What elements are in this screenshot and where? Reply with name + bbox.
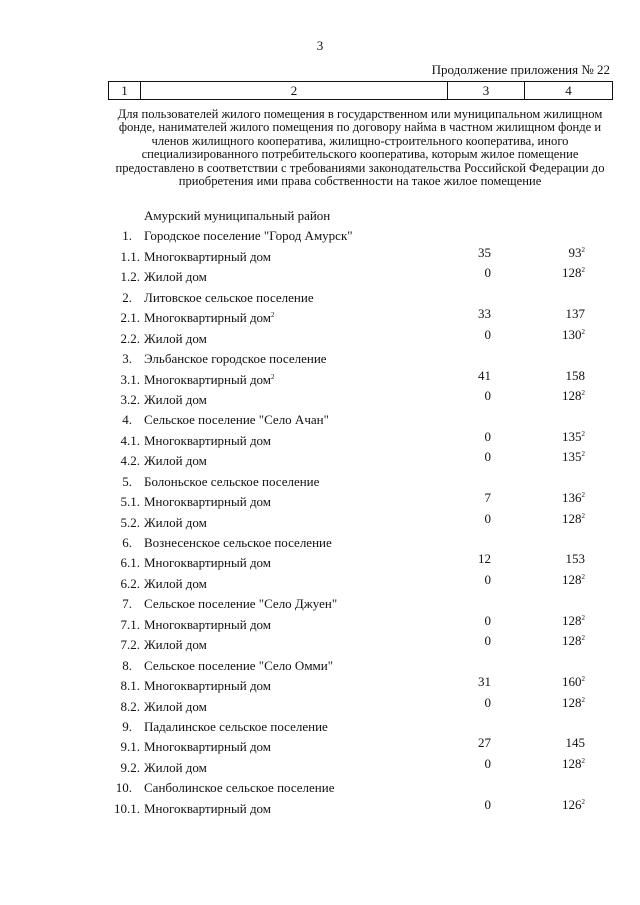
value-col3: 0: [484, 449, 491, 465]
row-number: 8.1.: [120, 678, 140, 694]
row-name: Сельское поселение "Село Ачан": [144, 412, 329, 428]
row-number: 7.2.: [120, 637, 140, 653]
row-number: 4.1.: [120, 432, 140, 448]
footnote-marker: 2: [271, 311, 275, 320]
row-name: Болоньское сельское поселение: [144, 473, 320, 489]
row-name: Вознесенское сельское поселение: [144, 535, 332, 550]
column-header-table: [108, 81, 613, 100]
row-number: 6.2.: [120, 575, 140, 591]
value-col4: $128^2$: [562, 755, 585, 771]
row-number: 2.1.: [120, 310, 140, 326]
row-name: Эльбанское городское поселение: [144, 351, 327, 367]
column-header: 1: [109, 82, 141, 100]
value-col4: $135^2$: [562, 449, 585, 465]
value-col3: 0: [484, 633, 491, 649]
row-name: Многоквартирный дом: [144, 494, 272, 510]
value-col4: $130^2$: [562, 326, 585, 342]
row-number: 3.: [122, 351, 132, 367]
row-name: Сельское поселение "Село Джуен": [144, 596, 338, 612]
footnote-marker: 2: [581, 266, 585, 275]
footnote-marker: 2: [581, 491, 585, 500]
column-header: 2: [141, 82, 448, 100]
row-number: 3.1.: [120, 371, 140, 387]
value-col4: $135^2$: [562, 428, 585, 444]
row-number: 4.: [122, 412, 132, 428]
value-col3: 41: [478, 367, 491, 383]
value-col4: 153: [565, 551, 585, 567]
row-number: 8.2.: [120, 698, 140, 714]
item-row: [100, 571, 620, 596]
row-number: 8.: [122, 657, 132, 673]
value-col4: $128^2$: [562, 571, 585, 587]
value-col4: $136^2$: [562, 490, 585, 506]
value-col4: $126^2$: [562, 796, 585, 812]
row-name: Жилой дом: [144, 330, 207, 346]
value-col3: 7: [484, 490, 491, 506]
row-name: Жилой дом: [144, 698, 207, 714]
column-header: 3: [448, 82, 525, 100]
footnote-marker: 2: [581, 511, 585, 520]
item-row: [100, 449, 620, 473]
row-number: 5.: [122, 473, 132, 489]
item-row: [100, 694, 620, 719]
column-header: 4: [525, 82, 613, 100]
continuation-note: Продолжение приложения № 22: [431, 62, 610, 77]
value-col3: 35: [478, 244, 491, 260]
footnote-marker: 2: [581, 695, 585, 704]
row-name: Многоквартирный дом: [144, 616, 272, 632]
row-name: Многоквартирный дом: [144, 739, 272, 755]
row-name: Жилой дом: [144, 391, 207, 407]
footnote-marker: 2: [581, 327, 585, 336]
value-col3: 0: [484, 612, 491, 628]
footnote-marker: 2: [271, 372, 275, 381]
value-col3: 27: [478, 735, 491, 751]
row-name: Многоквартирный дом$^2$: [144, 371, 275, 387]
row-number: 2.2.: [120, 330, 140, 346]
row-number: 7.1.: [120, 616, 140, 632]
value-col4: $93^2$: [568, 244, 585, 260]
row-number: 6.: [122, 535, 132, 550]
row-number: 5.1.: [120, 494, 140, 510]
value-col4: $128^2$: [562, 633, 585, 649]
value-col4: 145: [565, 735, 585, 751]
row-name: Амурский муниципальный район: [144, 208, 331, 223]
value-col3: 31: [478, 674, 491, 690]
footnote-marker: 2: [581, 572, 585, 581]
value-col3: 12: [478, 551, 491, 567]
row-number: 9.: [122, 718, 132, 734]
footnote-marker: 2: [581, 245, 585, 254]
row-number: 1.1.: [120, 248, 140, 264]
row-number: 9.2.: [120, 759, 140, 775]
row-name: Многоквартирный дом: [144, 432, 272, 448]
value-col3: 0: [484, 265, 491, 281]
value-col4: $128^2$: [562, 612, 585, 628]
item-row: [100, 387, 620, 412]
row-number: 10.1.: [114, 800, 140, 816]
footnote-marker: 2: [581, 388, 585, 397]
value-col3: 0: [484, 326, 491, 342]
value-col3: 0: [484, 387, 491, 403]
row-name: Санболинское сельское поселение: [144, 780, 335, 796]
tariff-rows: [100, 208, 620, 821]
value-col4: $128^2$: [562, 387, 585, 403]
value-col3: 0: [484, 694, 491, 710]
value-col3: 0: [484, 571, 491, 587]
row-number: 5.2.: [120, 514, 140, 530]
row-name: Многоквартирный дом: [144, 800, 272, 816]
row-name: Многоквартирный дом$^2$: [144, 310, 275, 326]
section-intro: Для пользователей жилого помещения в государственном или муниципальном жилищном фонде, нанимателей жилого помещения по договору найма в частном жилищном фонде и членов жилищного кооператива, жилищно-строительного кооператива, иного специализированного потребительского кооператива, которым жилое помещение предоставлено в соответствии с требованиями законодательства Российской Федерации до приобретения ими права собственности на такое жилое помещение: [115, 107, 605, 189]
value-col3: 0: [484, 755, 491, 771]
row-name: Жилой дом: [144, 759, 207, 775]
value-col3: 0: [484, 796, 491, 812]
footnote-marker: 2: [581, 613, 585, 622]
value-col3: 33: [478, 306, 491, 322]
row-number: 7.: [122, 596, 132, 612]
row-number: 3.2.: [120, 391, 140, 407]
value-col4: $160^2$: [562, 674, 585, 690]
row-number: 4.2.: [120, 453, 140, 469]
value-col4: $128^2$: [562, 694, 585, 710]
item-row: [100, 510, 620, 535]
column-header-row: [109, 82, 613, 100]
row-number: 6.1.: [120, 555, 140, 571]
row-name: Многоквартирный дом: [144, 678, 272, 694]
row-number: 2.: [122, 289, 132, 305]
row-name: Многоквартирный дом: [144, 555, 272, 571]
footnote-marker: 2: [581, 756, 585, 765]
row-name: Литовское сельское поселение: [144, 289, 314, 305]
page-number: 3: [316, 38, 324, 53]
value-col4: 137: [565, 306, 585, 322]
item-row: [100, 755, 620, 780]
row-number: 9.1.: [120, 739, 140, 755]
row-number: 10.: [115, 780, 132, 796]
row-name: Многоквартирный дом: [144, 248, 272, 264]
district-row: [100, 208, 620, 228]
footnote-marker: 2: [581, 797, 585, 806]
row-name: Жилой дом: [144, 514, 207, 530]
item-row: [100, 326, 620, 351]
value-col3: 0: [484, 428, 491, 444]
row-number: 1.: [122, 228, 132, 244]
footnote-marker: 2: [581, 429, 585, 438]
item-row: [100, 633, 620, 657]
row-name: Жилой дом: [144, 575, 207, 591]
footnote-marker: 2: [581, 634, 585, 643]
row-name: Падалинское сельское поселение: [144, 718, 328, 734]
item-row: [100, 265, 620, 289]
row-name: Жилой дом: [144, 453, 207, 469]
row-name: Городское поселение "Город Амурск": [144, 228, 353, 244]
footnote-marker: 2: [581, 675, 585, 684]
value-col4: $128^2$: [562, 510, 585, 526]
value-col4: $128^2$: [562, 265, 585, 281]
row-number: 1.2.: [120, 269, 140, 285]
row-name: Жилой дом: [144, 269, 207, 285]
value-col4: 158: [565, 367, 585, 383]
row-name: Жилой дом: [144, 637, 207, 653]
value-col3: 0: [484, 510, 491, 526]
row-name: Сельское поселение "Село Омми": [144, 657, 334, 673]
item-row: [100, 796, 620, 821]
footnote-marker: 2: [581, 450, 585, 459]
